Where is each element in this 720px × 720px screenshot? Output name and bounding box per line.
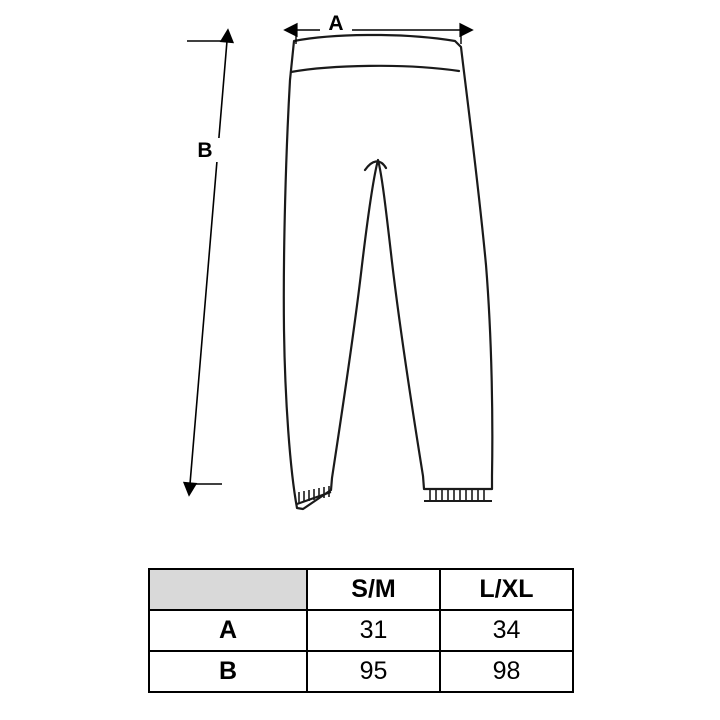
cell-b-lxl: 98 [440, 651, 573, 692]
size-table [148, 568, 574, 693]
leggings-outline [284, 35, 493, 509]
dimension-b-label: B [197, 139, 213, 162]
table-header-row [149, 569, 573, 610]
dimension-a-label: A [328, 12, 344, 35]
table-row [149, 610, 573, 651]
table-header-sm: S/M [307, 569, 440, 610]
cell-a-sm: 31 [307, 610, 440, 651]
dimension-b [187, 41, 230, 484]
right-cuff-hatching [430, 490, 484, 500]
cell-b-sm: 95 [307, 651, 440, 692]
table-corner-cell [149, 569, 307, 610]
row-label-a: A [149, 610, 307, 651]
cell-a-lxl: 34 [440, 610, 573, 651]
row-label-b: B [149, 651, 307, 692]
table-row [149, 651, 573, 692]
table-header-lxl: L/XL [440, 569, 573, 610]
